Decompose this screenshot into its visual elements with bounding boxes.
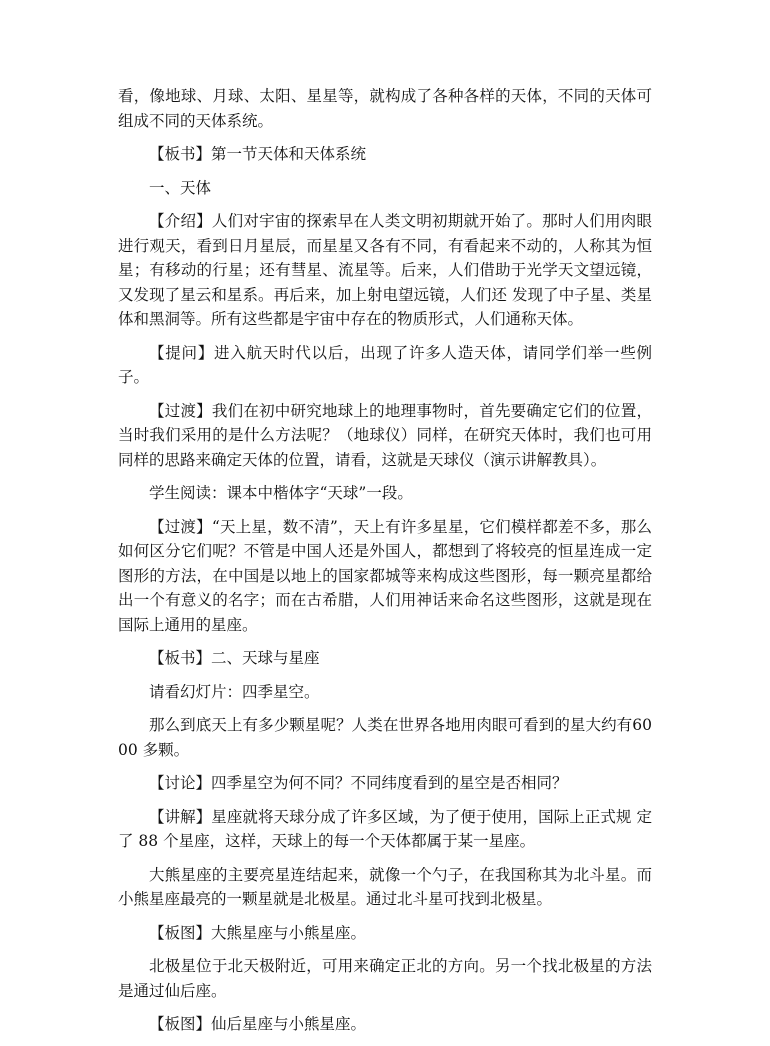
board-diagram-cassiopeia: 【板图】仙后星座与小熊星座。 bbox=[149, 1015, 367, 1033]
paragraph-polaris: 北极星位于北天极附近，可用来确定正北的方向。另一个找北极星的方法是通过仙后座。 bbox=[118, 957, 652, 1000]
paragraph-explanation: 【讲解】星座就将天球分成了许多区域，为了便于使用，国际上正式规 定了 88 个星座，这样，天球上的每一个天体都属于某一星座。 bbox=[118, 807, 652, 850]
paragraph-student-reading: 学生阅读：课本中楷体字“天球”一段。 bbox=[149, 484, 413, 502]
paragraph-slides: 请看幻灯片：四季星空。 bbox=[149, 682, 320, 701]
paragraph-transition-constellations: 【过渡】“天上星，数不清”，天上有许多星星，它们模样都差不多，那么如何区分它们呢？不管是中国人还是外国人，都想到了将较亮的恒星连成一定图形的方法，在中国是以地上的国家都城等来构成这些图形，每一颗亮星都给出一个有意义的名字；而在古希腊，人们用神话来命名这些图形，这就是现在国际上通用的星座。 bbox=[118, 517, 652, 634]
paragraph-big-dipper: 大熊星座的主要亮星连结起来，就像一个勺子，在我国称其为北斗星。而小熊星座最亮的一颗星就是北极星。通过北斗星可找到北极星。 bbox=[118, 865, 652, 908]
board-diagram-ursa: 【板图】大熊星座与小熊星座。 bbox=[149, 923, 367, 942]
paragraph-question: 【提问】进入航天时代以后，出现了许多人造天体，请同学们举一些例子。 bbox=[118, 343, 652, 386]
paragraph-discussion: 【讨论】四季星空为何不同？不同纬度看到的星空是否相同？ bbox=[149, 774, 568, 792]
paragraph-continuation: 看，像地球、月球、太阳、星星等，就构成了各种各样的天体，不同的天体可组成不同的天体系统。 bbox=[118, 87, 652, 130]
paragraph-star-count: 那么到底天上有多少颗星呢？人类在世界各地用肉眼可看到的星大约有6000 多颗。 bbox=[118, 716, 652, 759]
document-page bbox=[118, 84, 652, 1046]
board-heading-section-1: 【板书】第一节天体和天体系统 bbox=[149, 145, 367, 163]
subheading-celestial-bodies: 一、天体 bbox=[149, 178, 212, 197]
paragraph-transition-globe: 【过渡】我们在初中研究地球上的地理事物时，首先要确定它们的位置，当时我们采用的是什么方法呢？（地球仪）同样，在研究天体时，我们也可用同样的思路来确定天体的位置，请看，这就是天球仪（演示讲解教具）。 bbox=[118, 401, 652, 469]
board-heading-section-2: 【板书】二、天球与星座 bbox=[149, 649, 320, 667]
paragraph-introduction: 【介绍】人们对宇宙的探索早在人类文明初期就开始了。那时人们用肉眼进行观天，看到日月星辰，而星星又各有不同，有看起来不动的，人称其为恒星；有移动的行星；还有彗星、流星等。后来，人们借助于光学天文望远镜，又发现了星云和星系。再后来，加上射电望远镜，人们还 发现了中子星、类星体和黑洞等。所有这些都是宇宙中存在的物质形式，人们通称天体。 bbox=[118, 212, 652, 328]
